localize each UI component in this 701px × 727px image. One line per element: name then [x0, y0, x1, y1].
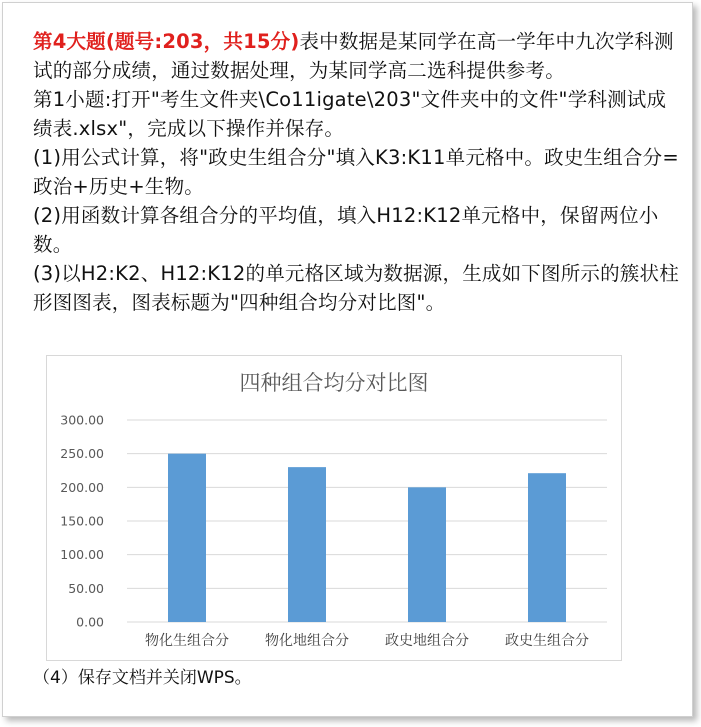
step-3: (3)以H2:K2、H12:K12的单元格区域为数据源，生成如下图所示的簇状柱形图图表，图表标题为"四种组合均分对比图"。 [33, 262, 679, 314]
step-2: (2)用函数计算各组合分的平均值，填入H12:K12单元格中，保留两位小数。 [33, 204, 659, 256]
bar-1 [168, 454, 206, 622]
question-paragraph-intro [33, 27, 683, 85]
chart-title: 四种组合均分对比图 [239, 371, 429, 395]
y-tick-label: 100.00 [60, 547, 104, 563]
question-card [2, 2, 693, 717]
sub-question-1: 第1小题:打开"考生文件夹\Co11igate\203"文件夹中的文件"学科测试成绩表.xlsx"，完成以下操作并保存。 [33, 88, 667, 140]
y-tick-label: 250.00 [60, 446, 104, 462]
bar-chart [46, 355, 622, 661]
x-category-label: 物化地组合分 [265, 633, 349, 649]
bar-3 [408, 487, 446, 622]
x-category-label: 政史生组合分 [505, 633, 589, 649]
bar-4 [528, 473, 566, 622]
y-tick-label: 50.00 [68, 580, 104, 596]
question-text-block [33, 27, 683, 317]
question-title: 第4大题(题号:203，共15分) [33, 30, 300, 53]
x-category-label: 物化生组合分 [145, 633, 229, 649]
step-4: （4）保存文档并关闭WPS。 [33, 668, 252, 688]
bar-2 [288, 467, 326, 622]
step-1: (1)用公式计算，将"政史生组合分"填入K3:K11单元格中。政史生组合分=政治+历史+生物。 [33, 146, 679, 198]
y-tick-label: 300.00 [60, 412, 104, 428]
chart-canvas [47, 356, 621, 660]
x-category-label: 政史地组合分 [385, 633, 469, 649]
y-tick-label: 150.00 [60, 513, 104, 529]
question-intro: 表中数据是某同学在高一学年中九次学科测试的部分成绩，通过数据处理，为某同学高二选科提供参考。 [33, 30, 674, 82]
y-tick-label: 200.00 [60, 479, 104, 495]
y-tick-label: 0.00 [76, 614, 104, 630]
